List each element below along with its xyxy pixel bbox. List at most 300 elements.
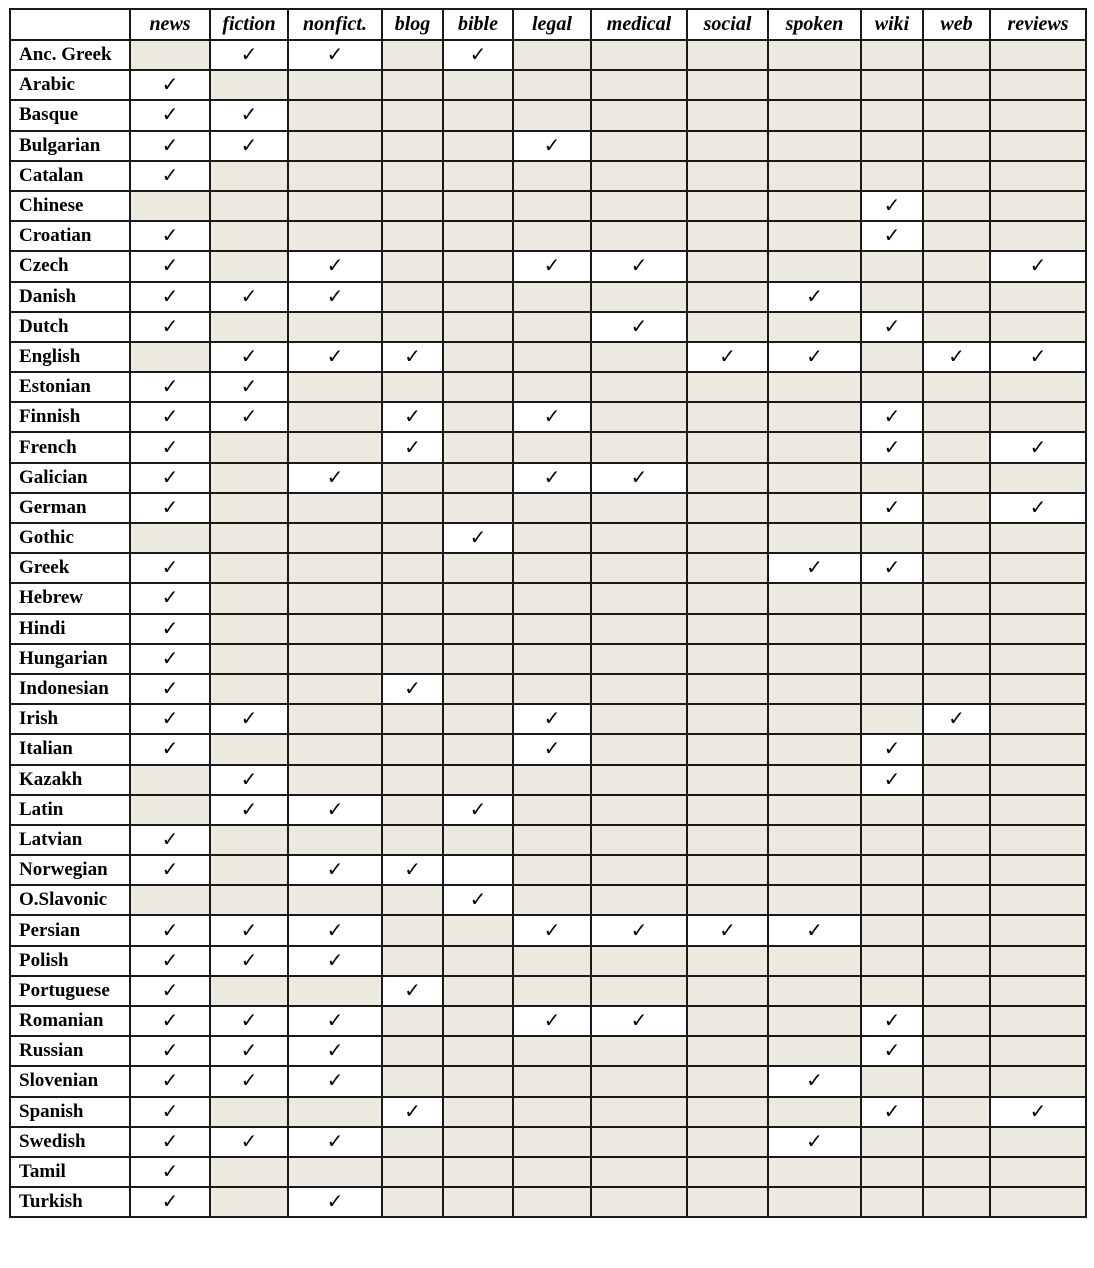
empty-cell: [591, 1066, 687, 1096]
empty-cell: [768, 1157, 861, 1187]
empty-cell: [591, 1127, 687, 1157]
language-label: Swedish: [10, 1127, 130, 1157]
empty-cell: [687, 161, 768, 191]
empty-cell: [210, 312, 288, 342]
checkmark-icon: ✓: [161, 225, 179, 248]
empty-cell: [768, 131, 861, 161]
checkmark-icon: ✓: [404, 406, 421, 429]
empty-cell: [923, 1127, 990, 1157]
table-row: [10, 734, 1086, 764]
empty-cell: [382, 765, 443, 795]
empty-cell: [990, 855, 1086, 885]
column-header: wiki: [861, 9, 923, 40]
checked-cell: [210, 372, 288, 402]
empty-cell: [382, 493, 443, 523]
checked-cell: [591, 1006, 687, 1036]
table-row: [10, 825, 1086, 855]
empty-cell: [210, 583, 288, 613]
checked-cell: [210, 100, 288, 130]
checked-cell: [861, 1097, 923, 1127]
checkmark-icon: ✓: [326, 949, 344, 972]
empty-cell: [591, 704, 687, 734]
empty-cell: [687, 251, 768, 281]
empty-cell: [923, 795, 990, 825]
checked-cell: [861, 765, 923, 795]
empty-cell: [687, 312, 768, 342]
empty-cell: [990, 734, 1086, 764]
empty-cell: [990, 402, 1086, 432]
empty-cell: [687, 523, 768, 553]
empty-cell: [382, 825, 443, 855]
column-header: legal: [513, 9, 591, 40]
checkmark-icon: ✓: [240, 1010, 258, 1033]
empty-cell: [443, 402, 513, 432]
checkmark-icon: ✓: [630, 919, 648, 942]
checked-cell: [130, 493, 210, 523]
checkmark-icon: ✓: [806, 345, 823, 368]
checked-cell: [513, 251, 591, 281]
checked-cell: [210, 765, 288, 795]
empty-cell: [288, 976, 382, 1006]
checkmark-icon: ✓: [161, 164, 179, 187]
empty-cell: [923, 161, 990, 191]
empty-cell: [130, 191, 210, 221]
checked-cell: [861, 1006, 923, 1036]
empty-cell: [990, 674, 1086, 704]
table-row: [10, 40, 1086, 70]
checkmark-icon: ✓: [240, 1040, 258, 1063]
checkmark-icon: ✓: [806, 1130, 823, 1153]
header-row: [10, 9, 1086, 40]
checked-cell: [923, 704, 990, 734]
empty-cell: [687, 1036, 768, 1066]
checkmark-icon: ✓: [240, 285, 258, 308]
empty-cell: [513, 282, 591, 312]
empty-cell: [443, 946, 513, 976]
checkmark-icon: ✓: [161, 1010, 179, 1033]
table-row: [10, 674, 1086, 704]
empty-cell: [443, 614, 513, 644]
checked-cell: [130, 131, 210, 161]
language-label: Romanian: [10, 1006, 130, 1036]
empty-cell: [861, 644, 923, 674]
empty-cell: [990, 221, 1086, 251]
checkmark-icon: ✓: [240, 134, 258, 157]
checked-cell: [288, 1187, 382, 1217]
empty-cell: [513, 855, 591, 885]
checked-cell: [210, 1006, 288, 1036]
empty-cell: [443, 704, 513, 734]
checked-cell: [210, 946, 288, 976]
table-row: [10, 463, 1086, 493]
empty-cell: [443, 583, 513, 613]
empty-cell: [990, 463, 1086, 493]
empty-cell: [513, 161, 591, 191]
checkmark-icon: ✓: [543, 134, 561, 157]
empty-cell: [382, 704, 443, 734]
empty-cell: [513, 644, 591, 674]
checked-cell: [768, 915, 861, 945]
empty-cell: [923, 432, 990, 462]
checked-cell: [288, 1066, 382, 1096]
checked-cell: [443, 795, 513, 825]
corner-cell: [10, 9, 130, 40]
language-label: Portuguese: [10, 976, 130, 1006]
language-label: Catalan: [10, 161, 130, 191]
checkmark-icon: ✓: [543, 255, 561, 278]
checkmark-icon: ✓: [161, 1040, 179, 1063]
empty-cell: [990, 191, 1086, 221]
empty-cell: [768, 704, 861, 734]
empty-cell: [591, 614, 687, 644]
table-row: [10, 765, 1086, 795]
checkmark-icon: ✓: [161, 74, 179, 97]
checked-cell: [513, 734, 591, 764]
empty-cell: [591, 644, 687, 674]
checkmark-icon: ✓: [404, 436, 421, 459]
empty-cell: [513, 1066, 591, 1096]
language-label: Gothic: [10, 523, 130, 553]
empty-cell: [923, 131, 990, 161]
checkmark-icon: ✓: [883, 406, 901, 429]
checkmark-icon: ✓: [161, 1070, 179, 1093]
empty-cell: [923, 734, 990, 764]
language-label: Anc. Greek: [10, 40, 130, 70]
empty-cell: [288, 372, 382, 402]
empty-cell: [210, 432, 288, 462]
empty-cell: [990, 614, 1086, 644]
checkmark-icon: ✓: [161, 617, 179, 640]
table-row: [10, 191, 1086, 221]
empty-cell: [687, 946, 768, 976]
checkmark-icon: ✓: [240, 919, 258, 942]
checkmark-icon: ✓: [806, 1070, 823, 1093]
empty-cell: [687, 221, 768, 251]
checked-cell: [130, 1157, 210, 1187]
empty-cell: [443, 1036, 513, 1066]
checked-cell: [513, 1006, 591, 1036]
language-label: Russian: [10, 1036, 130, 1066]
language-label: Norwegian: [10, 855, 130, 885]
empty-cell: [768, 855, 861, 885]
empty-cell: [768, 976, 861, 1006]
empty-cell: [861, 1127, 923, 1157]
checkmark-icon: ✓: [806, 557, 823, 580]
empty-cell: [687, 1127, 768, 1157]
checkmark-icon: ✓: [161, 104, 179, 127]
empty-cell: [687, 1187, 768, 1217]
empty-cell: [768, 100, 861, 130]
empty-cell: [861, 282, 923, 312]
empty-cell: [382, 946, 443, 976]
empty-cell: [923, 1157, 990, 1187]
empty-cell: [591, 946, 687, 976]
checkmark-icon: ✓: [161, 587, 179, 610]
empty-cell: [591, 795, 687, 825]
empty-cell: [923, 523, 990, 553]
empty-cell: [990, 583, 1086, 613]
checked-cell: [288, 1127, 382, 1157]
empty-cell: [288, 221, 382, 251]
empty-cell: [768, 312, 861, 342]
empty-cell: [768, 1097, 861, 1127]
empty-cell: [288, 432, 382, 462]
language-label: Basque: [10, 100, 130, 130]
checkmark-icon: ✓: [161, 557, 179, 580]
empty-cell: [130, 795, 210, 825]
empty-cell: [443, 432, 513, 462]
empty-cell: [990, 312, 1086, 342]
empty-cell: [288, 523, 382, 553]
empty-cell: [513, 976, 591, 1006]
checkmark-icon: ✓: [326, 919, 344, 942]
language-label: Turkish: [10, 1187, 130, 1217]
checked-cell: [382, 432, 443, 462]
empty-cell: [382, 583, 443, 613]
empty-cell: [861, 674, 923, 704]
language-label: Dutch: [10, 312, 130, 342]
empty-cell: [990, 644, 1086, 674]
column-header: fiction: [210, 9, 288, 40]
language-label: German: [10, 493, 130, 523]
checkmark-icon: ✓: [469, 44, 487, 67]
checked-cell: [130, 1097, 210, 1127]
empty-cell: [990, 885, 1086, 915]
empty-cell: [687, 493, 768, 523]
checked-cell: [288, 855, 382, 885]
empty-cell: [923, 251, 990, 281]
empty-cell: [210, 976, 288, 1006]
empty-cell: [210, 70, 288, 100]
empty-cell: [768, 885, 861, 915]
checked-cell: [382, 1097, 443, 1127]
empty-cell: [130, 342, 210, 372]
checkmark-icon: ✓: [404, 678, 421, 701]
empty-cell: [923, 553, 990, 583]
checkmark-icon: ✓: [326, 1130, 344, 1153]
table-row: [10, 1036, 1086, 1066]
empty-cell: [443, 644, 513, 674]
checkmark-icon: ✓: [240, 345, 258, 368]
checkmark-icon: ✓: [883, 195, 901, 218]
empty-cell: [443, 312, 513, 342]
empty-cell: [591, 191, 687, 221]
checkmark-icon: ✓: [240, 708, 258, 731]
empty-cell: [990, 161, 1086, 191]
checked-cell: [382, 402, 443, 432]
checkmark-icon: ✓: [543, 466, 561, 489]
checked-cell: [130, 915, 210, 945]
empty-cell: [923, 915, 990, 945]
checked-cell: [923, 342, 990, 372]
empty-cell: [210, 734, 288, 764]
empty-cell: [382, 1066, 443, 1096]
empty-cell: [990, 100, 1086, 130]
empty-cell: [513, 372, 591, 402]
empty-cell: [990, 1157, 1086, 1187]
empty-cell: [591, 523, 687, 553]
checked-cell: [443, 885, 513, 915]
language-label: Bulgarian: [10, 131, 130, 161]
column-header: social: [687, 9, 768, 40]
empty-cell: [210, 1187, 288, 1217]
table-row: [10, 251, 1086, 281]
empty-cell: [382, 885, 443, 915]
empty-cell: [687, 765, 768, 795]
empty-cell: [210, 825, 288, 855]
empty-cell: [513, 946, 591, 976]
empty-cell: [923, 402, 990, 432]
empty-cell: [768, 161, 861, 191]
checkmark-icon: ✓: [240, 1070, 258, 1093]
empty-cell: [513, 583, 591, 613]
empty-cell: [288, 734, 382, 764]
empty-cell: [591, 40, 687, 70]
empty-cell: [861, 976, 923, 1006]
checkmark-icon: ✓: [326, 1010, 344, 1033]
empty-cell: [288, 765, 382, 795]
checked-cell: [210, 1127, 288, 1157]
checked-cell: [210, 402, 288, 432]
language-label: Hindi: [10, 614, 130, 644]
column-header: bible: [443, 9, 513, 40]
language-label: Latin: [10, 795, 130, 825]
empty-cell: [382, 795, 443, 825]
table-row: [10, 221, 1086, 251]
empty-cell: [687, 855, 768, 885]
checked-cell: [130, 674, 210, 704]
empty-cell: [382, 251, 443, 281]
empty-cell: [443, 372, 513, 402]
checkmark-icon: ✓: [1029, 345, 1047, 368]
language-label: Italian: [10, 734, 130, 764]
empty-cell: [443, 825, 513, 855]
empty-cell: [382, 523, 443, 553]
language-label: French: [10, 432, 130, 462]
empty-cell: [768, 1036, 861, 1066]
empty-cell: [687, 402, 768, 432]
checked-cell: [443, 523, 513, 553]
empty-cell: [591, 131, 687, 161]
empty-cell: [861, 825, 923, 855]
empty-cell: [687, 795, 768, 825]
empty-cell: [382, 1006, 443, 1036]
checked-cell: [513, 915, 591, 945]
checkmark-icon: ✓: [161, 1191, 179, 1214]
checked-cell: [861, 1036, 923, 1066]
checkmark-icon: ✓: [948, 345, 965, 368]
empty-cell: [210, 674, 288, 704]
checked-cell: [210, 40, 288, 70]
empty-cell: [443, 765, 513, 795]
language-label: Croatian: [10, 221, 130, 251]
empty-cell: [990, 704, 1086, 734]
empty-cell: [591, 1187, 687, 1217]
empty-cell: [923, 1066, 990, 1096]
checked-cell: [443, 855, 513, 885]
column-header: web: [923, 9, 990, 40]
checkmark-icon: ✓: [883, 557, 901, 580]
empty-cell: [990, 282, 1086, 312]
empty-cell: [861, 885, 923, 915]
empty-cell: [990, 1036, 1086, 1066]
empty-cell: [513, 825, 591, 855]
table-row: [10, 976, 1086, 1006]
empty-cell: [513, 70, 591, 100]
empty-cell: [382, 282, 443, 312]
language-label: Polish: [10, 946, 130, 976]
empty-cell: [768, 432, 861, 462]
checkmark-icon: ✓: [469, 527, 487, 550]
empty-cell: [513, 221, 591, 251]
empty-cell: [210, 1097, 288, 1127]
empty-cell: [990, 946, 1086, 976]
empty-cell: [687, 553, 768, 583]
empty-cell: [210, 463, 288, 493]
column-header: spoken: [768, 9, 861, 40]
empty-cell: [288, 583, 382, 613]
language-label: Latvian: [10, 825, 130, 855]
empty-cell: [591, 583, 687, 613]
empty-cell: [591, 855, 687, 885]
empty-cell: [990, 40, 1086, 70]
empty-cell: [768, 221, 861, 251]
table-row: [10, 523, 1086, 553]
language-label: Indonesian: [10, 674, 130, 704]
checked-cell: [210, 131, 288, 161]
empty-cell: [687, 1066, 768, 1096]
checked-cell: [288, 40, 382, 70]
empty-cell: [687, 131, 768, 161]
checked-cell: [130, 1066, 210, 1096]
empty-cell: [210, 493, 288, 523]
empty-cell: [591, 70, 687, 100]
empty-cell: [513, 312, 591, 342]
empty-cell: [591, 553, 687, 583]
empty-cell: [768, 372, 861, 402]
empty-cell: [768, 523, 861, 553]
checked-cell: [768, 1127, 861, 1157]
checked-cell: [861, 432, 923, 462]
empty-cell: [513, 614, 591, 644]
checked-cell: [288, 1036, 382, 1066]
language-label: Hebrew: [10, 583, 130, 613]
language-label: Slovenian: [10, 1066, 130, 1096]
empty-cell: [990, 372, 1086, 402]
column-header: blog: [382, 9, 443, 40]
empty-cell: [210, 855, 288, 885]
empty-cell: [591, 1157, 687, 1187]
checkmark-icon: ✓: [543, 1010, 561, 1033]
empty-cell: [923, 493, 990, 523]
table-row: [10, 553, 1086, 583]
checked-cell: [443, 40, 513, 70]
empty-cell: [687, 40, 768, 70]
empty-cell: [861, 855, 923, 885]
empty-cell: [923, 1036, 990, 1066]
empty-cell: [288, 161, 382, 191]
empty-cell: [443, 251, 513, 281]
empty-cell: [382, 221, 443, 251]
empty-cell: [382, 312, 443, 342]
checked-cell: [130, 1036, 210, 1066]
checkmark-icon: ✓: [883, 1040, 901, 1063]
checked-cell: [130, 1187, 210, 1217]
checkmark-icon: ✓: [630, 255, 648, 278]
empty-cell: [288, 825, 382, 855]
checked-cell: [130, 1006, 210, 1036]
table-row: [10, 855, 1086, 885]
